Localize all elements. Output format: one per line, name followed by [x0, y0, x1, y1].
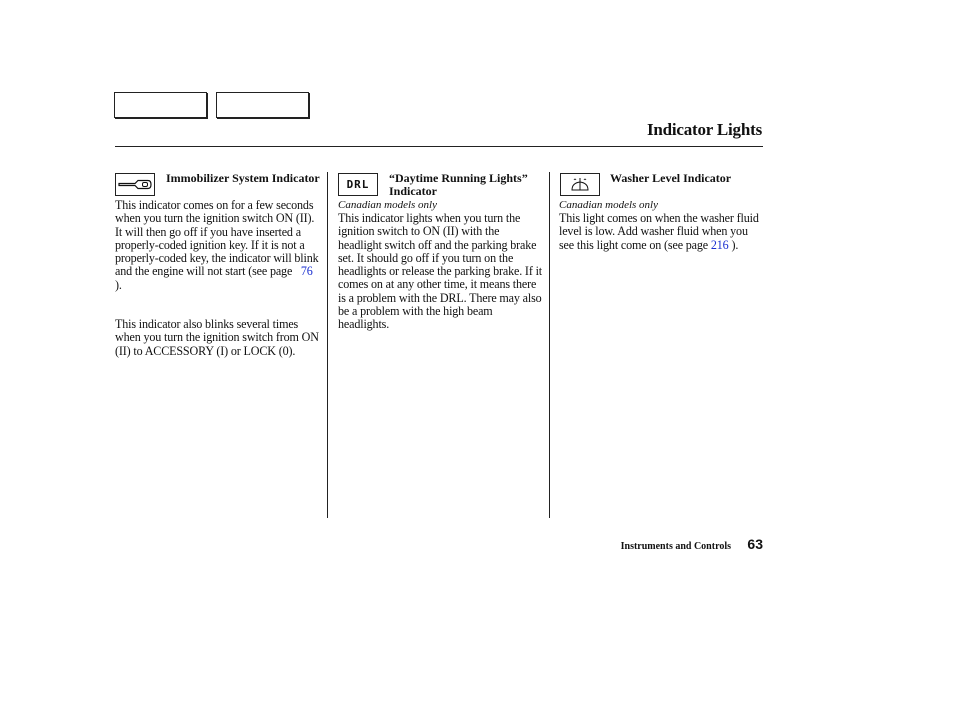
washer-description	[559, 212, 765, 252]
immobilizer-description	[115, 199, 323, 292]
drl-description: This indicator lights when you turn the ignition switch to ON (II) with the headlight switch off and the parking brake set. It should go off if you turn on the headlights or release the parking brake. If it comes on at any other time, it means there is a problem with the DRL. There may also be a problem with the high beam headlights.	[338, 211, 542, 332]
page-number: 63	[747, 536, 763, 552]
prev-page-button[interactable]	[114, 92, 207, 118]
column-divider	[327, 172, 328, 518]
washer-canadian-note: Canadian models only	[559, 199, 658, 211]
immobilizer-description-text: This indicator comes on for a few seconds when you turn the ignition switch ON (II). It will then go off if you have inserted a properly-coded ignition key. If it is not a properly-coded key, the indicator will blink and the engine will not start (see page	[115, 198, 319, 279]
washer-description-text: This light comes on when the washer fluid level is low. Add washer fluid when you see this light come on (see page	[559, 211, 759, 252]
next-page-button[interactable]	[216, 92, 309, 118]
immobilizer-description-end: ).	[115, 277, 122, 292]
washer-fluid-icon	[560, 173, 600, 196]
page-76-link[interactable]: 76	[300, 264, 313, 279]
title-divider	[115, 146, 763, 147]
immobilizer-blink-description: This indicator also blinks several times when you turn the ignition switch from ON (II) to ACCESSORY (I) or LOCK (0).	[115, 317, 319, 358]
washer-heading: Washer Level Indicator	[610, 171, 732, 185]
footer-section-title: Instruments and Controls	[620, 541, 731, 552]
page-216-link[interactable]: 216	[710, 237, 729, 252]
drl-indicator-icon	[338, 173, 378, 196]
drl-icon-label: DRL	[346, 178, 370, 191]
column-divider	[549, 172, 550, 518]
page-title: Indicator Lights	[646, 120, 762, 139]
immobilizer-key-icon	[115, 173, 155, 196]
drl-canadian-note: Canadian models only	[338, 199, 437, 211]
immobilizer-heading: Immobilizer System Indicator	[166, 171, 320, 185]
drl-heading: “Daytime Running Lights” Indicator	[389, 171, 528, 198]
washer-description-end: ).	[731, 237, 739, 252]
